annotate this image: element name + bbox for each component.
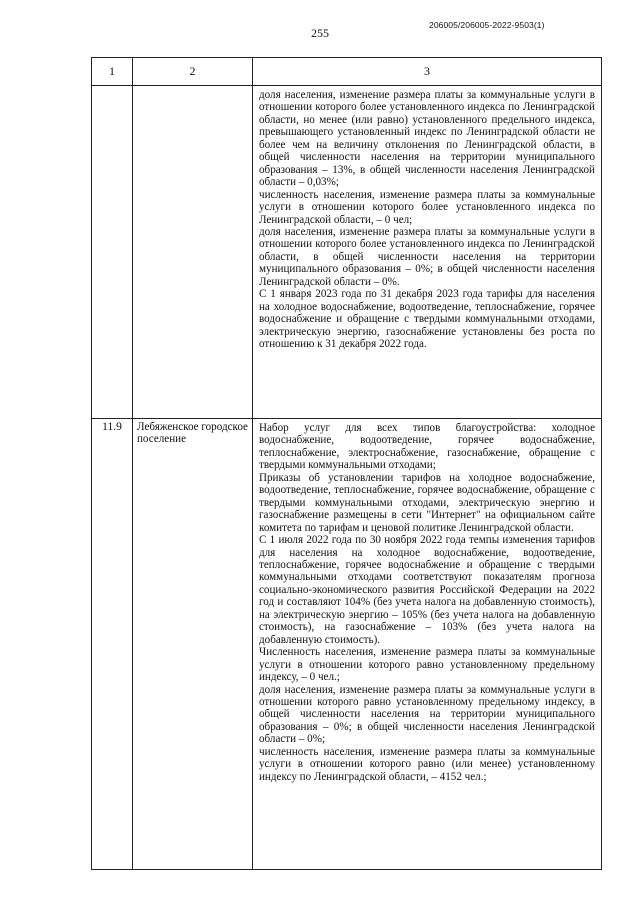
paragraph: доля населения, изменение размера платы за коммунальные услуги в отношении которого равно установленному предельному индексу, в общей численности населения на территории муниципального образования – 0%; в общей численности населения Ленинградской области – 0%;: [259, 683, 595, 746]
column-header-3: 3: [253, 58, 602, 86]
row-number-cell: 11.9: [92, 419, 133, 870]
description-cell: [253, 86, 602, 419]
column-header-2: 2: [133, 58, 253, 86]
paragraph: доля населения, изменение размера платы за коммунальные услуги в отношении которого более установленного индекса по Ленинградской области, в общей численности населения на территории муниципального образования – 0%; в общей численности населения Ленинградской области – 0%.: [259, 225, 595, 288]
table-row: [92, 86, 602, 419]
paragraph: Приказы об установлении тарифов на холодное водоснабжение, водоотведение, теплоснабжение, горячее водоснабжение, обращение с твердыми коммунальными отходами, электрическую энергию и газоснабжение размещены в сети "Интернет" на официальном сайте комитета по тарифам и ценовой политике Ленинградской области.: [259, 471, 595, 534]
paragraph: численность населения, изменение размера платы за коммунальные услуги в отношении которого равно (или менее) установленному индексу по Ленинградской области, – 4152 чел.;: [259, 745, 595, 783]
paragraph: С 1 июля 2022 года по 30 ноября 2022 года темпы изменения тарифов для населения на холодное водоснабжение, водоотведение, теплоснабжение, горячее водоснабжение и обращение с твердыми коммунальными отходами соответствуют показателям прогноза социально-экономического развития Российской Федерации на 2022 год и составляют 104% (без учета налога на добавленную стоимость), на электрическую энергию – 105% (без учета налога на добавленную стоимость), на газоснабжение – 103% (без учета налога на добавленную стоимость).: [259, 534, 595, 646]
settlement-name-cell: Лебяженское городское поселение: [133, 419, 253, 870]
paragraph: С 1 января 2023 года по 31 декабря 2023 года тарифы для населения на холодное водоснабжение, водоотведение, теплоснабжение, горячее водоснабжение и обращение с твердыми коммунальными отходами, электрическую энергию, газоснабжение установлены без роста по отношению к 31 декабря 2022 года.: [259, 288, 595, 351]
column-header-1: 1: [92, 58, 133, 86]
row-number-cell: [92, 86, 133, 419]
tariff-table: [91, 57, 602, 870]
settlement-name-cell: [133, 86, 253, 419]
document-code: 206005/206005-2022-9503(1): [429, 20, 545, 30]
paragraph: численность населения, изменение размера платы за коммунальные услуги в отношении которого более установленного индекса по Ленинградской области, – 0 чел;: [259, 188, 595, 226]
paragraph: доля населения, изменение размера платы за коммунальные услуги в отношении которого более установленного индекса по Ленинградской области, но менее (или равно) установленного предельного индекса, превышающего установленный индекс по Ленинградской области не более чем на величину отклонения по Ленинградской области, в общей численности населения на территории муниципального образования – 13%, в общей численности населения Ленинградской области – 0,03%;: [259, 89, 595, 189]
paragraph: Набор услуг для всех типов благоустройства: холодное водоснабжение, водоотведение, горячее водоснабжение, теплоснабжение, электроснабжение, газоснабжение, обращение с твердыми коммунальными отходами;: [259, 422, 595, 472]
description-cell: [253, 419, 602, 870]
paragraph: Численность населения, изменение размера платы за коммунальные услуги в отношении которого равно установленному предельному индексу, – 0 чел.;: [259, 646, 595, 684]
table-row: [92, 419, 602, 870]
page-number: 255: [311, 26, 329, 40]
table-header-row: [92, 58, 602, 86]
